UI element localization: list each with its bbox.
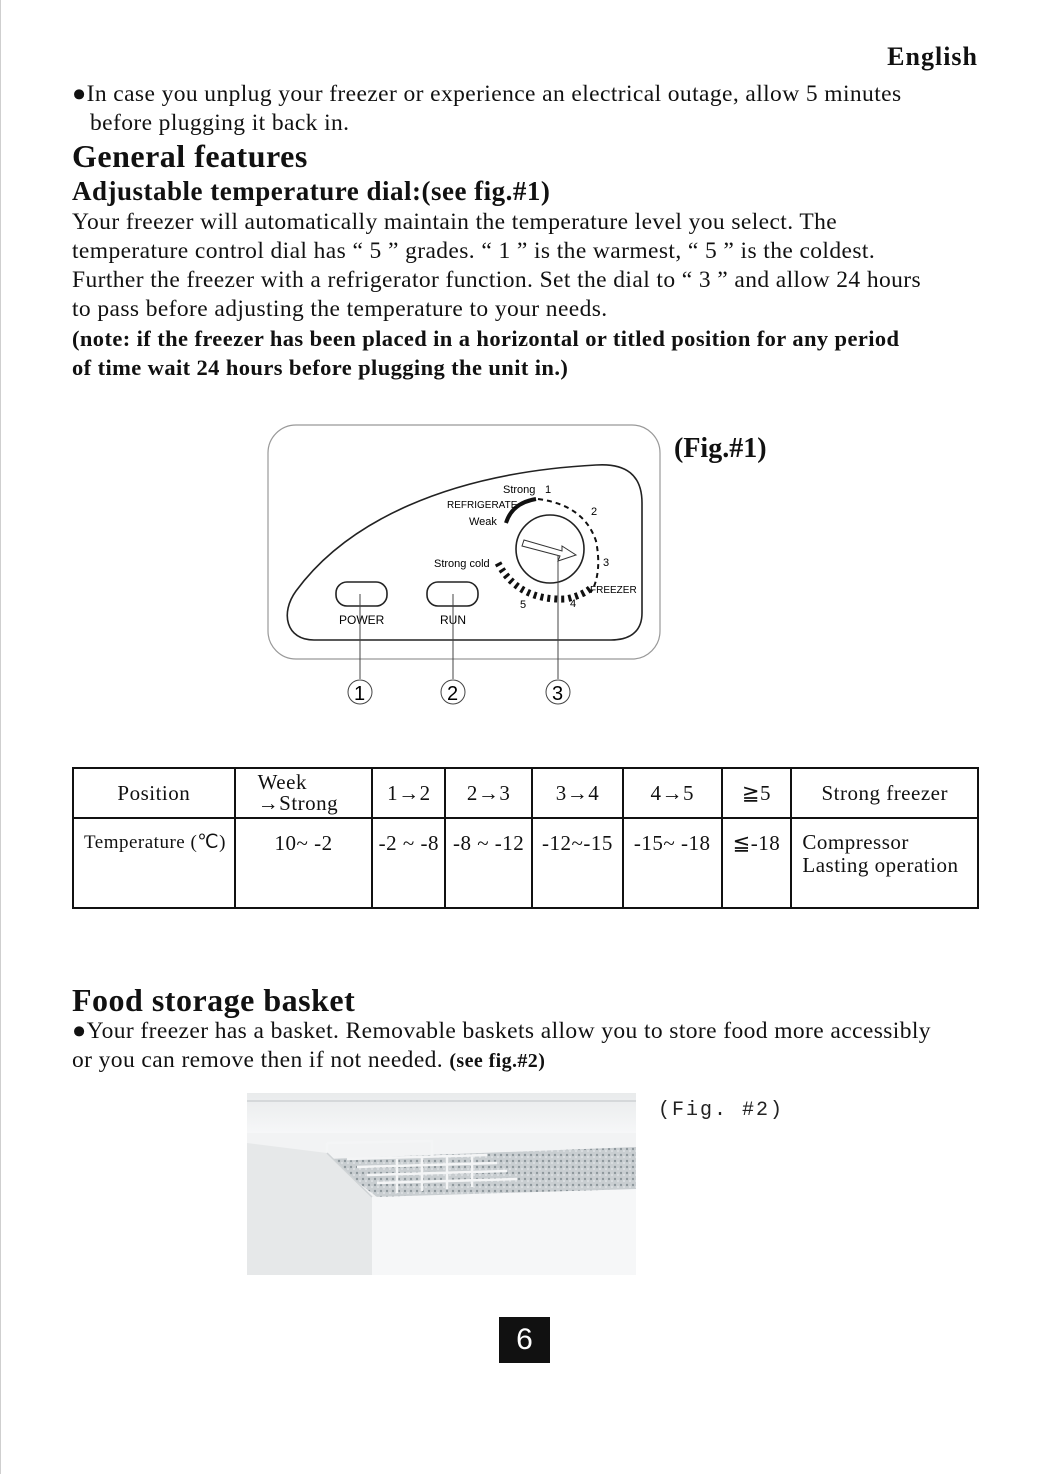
- basket-paragraph: [72, 1017, 1012, 1076]
- position-header: Position: [73, 768, 235, 818]
- bullet-icon: ●: [72, 1018, 87, 1044]
- para-line: Further the freezer with a refrigerator function. Set the dial to “ 3 ” and allow 24 hours: [72, 267, 922, 293]
- compressor-line: Compressor: [802, 830, 909, 854]
- language-label: English: [887, 42, 978, 71]
- week-strong-cell: [235, 768, 373, 818]
- para-line: temperature control dial has “ 5 ” grades. “ 1 ” is the warmest, “ 5 ” is the coldest.: [72, 238, 876, 264]
- table-row: [73, 768, 978, 818]
- food-basket-title: Food storage basket: [72, 982, 356, 1018]
- para-line: to pass before adjusting the temperature to your needs.: [72, 296, 608, 322]
- week-label: Week: [257, 770, 307, 794]
- position-cell: 3→4: [532, 768, 623, 818]
- note-line: of time wait 24 hours before plugging the unit in.): [72, 355, 569, 380]
- dial-number-4: 4: [570, 598, 577, 610]
- note-line: (note: if the freezer has been placed in a horizontal or titled position for any period: [72, 326, 900, 351]
- lasting-line: Lasting operation: [802, 853, 959, 877]
- table-row: [73, 818, 978, 908]
- position-cell: 4→5: [623, 768, 722, 818]
- dial-number-2: 2: [591, 506, 598, 518]
- strong-label: Strong: [503, 484, 536, 496]
- temperature-cell: -8 ~ -12: [445, 818, 532, 908]
- basket-line-2: or you can remove then if not needed.: [72, 1047, 444, 1073]
- para-line: Your freezer will automatically maintain the temperature level you select. The: [72, 209, 838, 235]
- run-label: RUN: [440, 613, 466, 627]
- power-button: [336, 582, 387, 606]
- freezer-basket-photo: [247, 1093, 636, 1275]
- general-features-title: General features: [72, 138, 308, 174]
- callout-3: 3: [552, 683, 564, 705]
- freezer-lid: [247, 1093, 636, 1133]
- position-cell: 1→2: [372, 768, 445, 818]
- compressor-cell: [791, 818, 978, 908]
- dial-number-1: 1: [545, 484, 552, 496]
- page-edge: [0, 0, 1, 1474]
- dial-heading: Adjustable temperature dial:(see fig.#1): [72, 176, 551, 206]
- temperature-cell: -12~-15: [532, 818, 623, 908]
- intro-line-1: In case you unplug your freezer or experience an electrical outage, allow 5 minutes: [86, 81, 902, 107]
- strong-label: →Strong: [257, 791, 339, 815]
- page-number: 6: [499, 1317, 550, 1363]
- dial-number-3: 3: [603, 557, 610, 569]
- callout-2: 2: [447, 683, 459, 705]
- fig1-label: (Fig.#1): [674, 433, 767, 464]
- intro-line-2: before plugging it back in.: [90, 110, 350, 136]
- position-cell: 2→3: [445, 768, 532, 818]
- fig2-reference: (see fig.#2): [449, 1050, 546, 1072]
- temperature-cell: ≦-18: [722, 818, 792, 908]
- fig2-label: (Fig. #2): [658, 1099, 785, 1122]
- temperature-cell: -15~ -18: [623, 818, 722, 908]
- freezer-label: FREEZER: [590, 585, 637, 596]
- temperature-table: [72, 767, 979, 909]
- intro-paragraph: [72, 80, 992, 138]
- position-cell: ≧5: [722, 768, 792, 818]
- weak-label: Weak: [469, 516, 497, 528]
- temperature-header: Temperature (℃): [73, 818, 235, 908]
- control-panel-diagram: [266, 423, 666, 713]
- dial-paragraph: [72, 208, 1012, 382]
- basket-line-1: Your freezer has a basket. Removable baskets allow you to store food more accessibly: [86, 1018, 931, 1044]
- temperature-cell: 10~ -2: [235, 818, 373, 908]
- callout-1: 1: [354, 683, 366, 705]
- refrigerate-label: REFRIGERATE: [447, 500, 518, 511]
- strong-cold-label: Strong cold: [434, 558, 490, 570]
- dial-number-5: 5: [520, 599, 527, 611]
- position-cell: Strong freezer: [791, 768, 978, 818]
- power-label: POWER: [339, 613, 385, 627]
- temperature-cell: -2 ~ -8: [372, 818, 445, 908]
- bullet-icon: ●: [72, 81, 87, 107]
